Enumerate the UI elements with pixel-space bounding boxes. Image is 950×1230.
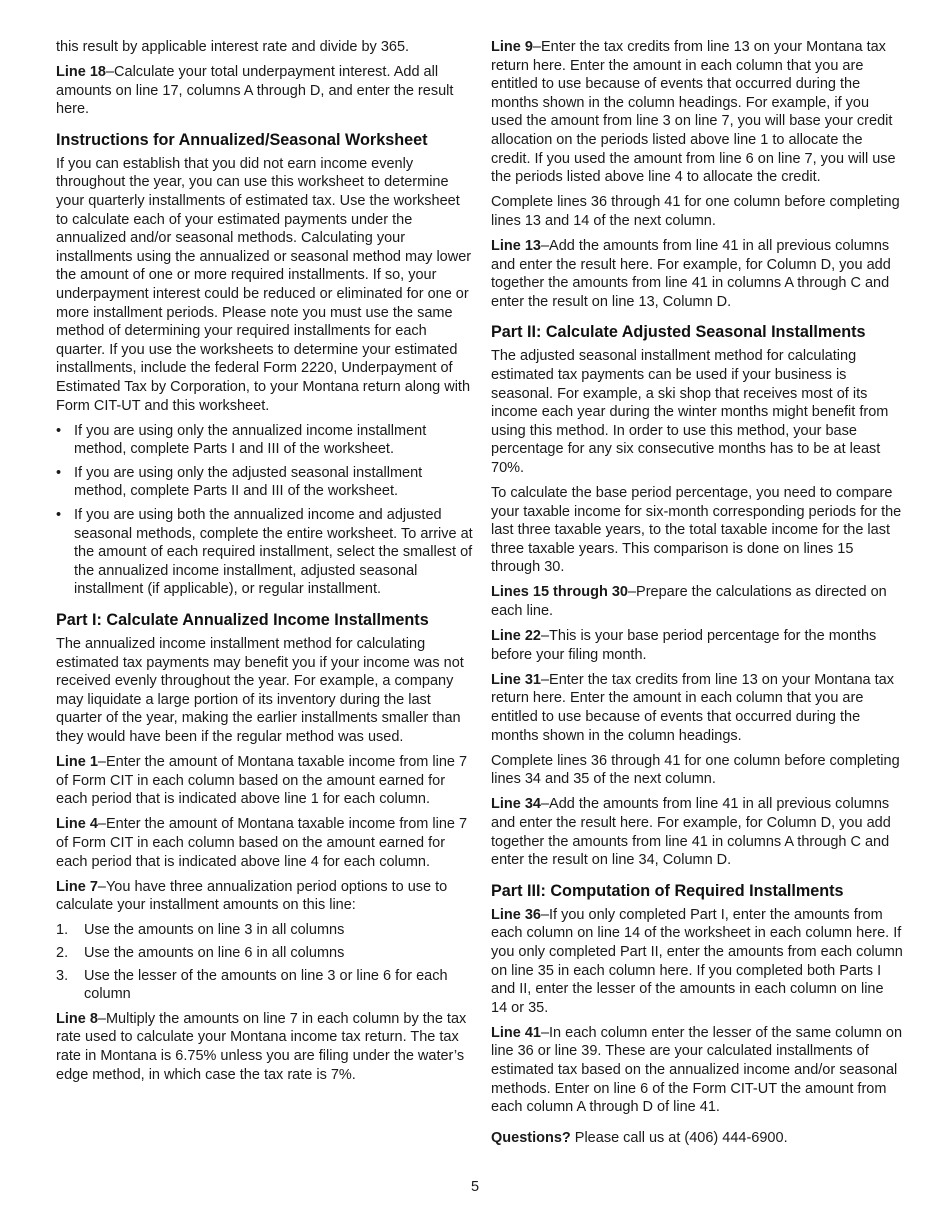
line-label: Line 13 bbox=[491, 237, 541, 254]
list-item bbox=[56, 944, 474, 963]
list-item bbox=[56, 921, 474, 940]
line-label: Line 31 bbox=[491, 671, 541, 688]
option-text: Use the amounts on line 3 in all columns bbox=[84, 922, 345, 939]
complete-lines-note-1: Complete lines 36 through 41 for one column before completing lines 13 and 14 of the next column. bbox=[491, 194, 900, 229]
line-text: –Enter the tax credits from line 13 on your Montana tax return here. Enter the amount in each column that you are entitled to use because of events that occurred during the months shown in the column headings. bbox=[491, 671, 894, 744]
annualization-options-list bbox=[56, 921, 474, 1003]
bullet-mark: • bbox=[56, 464, 62, 481]
line-text: –Prepare the calculations as directed on each line. bbox=[491, 584, 887, 620]
line-text: –You have three annualization period options to use to calculate your installment amounts on this line: bbox=[56, 878, 448, 914]
line-text: –In each column enter the lesser of the same column on line 36 or line 39. These are your calculated installments of estimated tax based on the annualized income and/or seasonal methods. Enter on line 6 of the Form CIT-UT the amount from each column A through D of line 41. bbox=[491, 1024, 903, 1116]
line-8-instruction bbox=[56, 1010, 474, 1084]
bullet-mark: • bbox=[56, 507, 62, 524]
line-41-instruction bbox=[491, 1024, 903, 1117]
option-text: Use the amounts on line 6 in all columns bbox=[84, 944, 345, 961]
line-label: Line 4 bbox=[56, 816, 98, 833]
list-item bbox=[56, 422, 474, 459]
option-number: 1. bbox=[56, 922, 69, 939]
line-label: Line 8 bbox=[56, 1010, 98, 1027]
heading-part-2: Part II: Calculate Adjusted Seasonal Installments bbox=[491, 323, 866, 342]
line-text: –Add the amounts from line 41 in all previous columns and enter the result here. For example, for Column D, you add together the amounts from line 41 in columns A through C and enter the result on line 13, Column D. bbox=[491, 237, 891, 310]
line-9-instruction bbox=[491, 38, 903, 187]
line-label: Line 7 bbox=[56, 878, 98, 895]
line-text: –This is your base period percentage for the months before your filing month. bbox=[491, 628, 877, 663]
line-31-instruction bbox=[491, 671, 903, 745]
heading-part-1: Part I: Calculate Annualized Income Installments bbox=[56, 611, 429, 630]
line-36-instruction bbox=[491, 906, 903, 1018]
line-13-instruction bbox=[491, 237, 903, 311]
left-column bbox=[56, 38, 474, 1091]
option-text: Use the lesser of the amounts on line 3 or line 6 for each column bbox=[84, 967, 448, 1003]
bullet-text: If you are using both the annualized income and adjusted seasonal methods, complete the entire worksheet. To arrive at the amount of each required installment, select the smallest of the annualized income installment, adjusted seasonal installment (if applicable), or regular installment. bbox=[74, 507, 473, 598]
heading-part-3: Part III: Computation of Required Installments bbox=[491, 881, 844, 900]
list-item bbox=[56, 967, 474, 1004]
part-1-paragraph: The annualized income installment method for calculating estimated tax payments may benefit you if your income was not received evenly throughout the year. For example, a company may liquidate a large portion of its inventory during the last quarter of the year, making the earlier installments smaller than they would have been if the regular method was used. bbox=[56, 636, 464, 745]
line-label: Line 41 bbox=[491, 1024, 541, 1041]
list-item bbox=[56, 506, 474, 599]
line-label: Lines 15 through 30 bbox=[491, 584, 628, 601]
instructions-paragraph: If you can establish that you did not earn income evenly throughout the year, you can use this worksheet to determine your quarterly installments of estimated tax. Use the worksheet to calculate each of your estimated payments under the annualized and/or seasonal methods. Calculating your installments using the annualized or seasonal method may lower the amount of one or more required installments. If so, your underpayment interest could be reduced or eliminated for one or more installment periods. Please note you must use the same method of determining your required installments for each quarter. If you use the worksheets to determine your estimated installments, include the federal Form 2220, Underpayment of Estimated Tax by Corporation, to your Montana return along with Form CIT-UT and this worksheet. bbox=[56, 155, 472, 414]
option-number: 3. bbox=[56, 967, 69, 984]
line-1-instruction bbox=[56, 753, 474, 809]
bullet-text: If you are using only the adjusted seasonal installment method, complete Parts II and III of the worksheet. bbox=[74, 464, 423, 500]
line-text: –Enter the amount of Montana taxable income from line 7 of Form CIT in each column based on the amount earned for each period that is indicated above line 4 for each column. bbox=[56, 816, 468, 870]
line-text: –Add the amounts from line 41 in all previous columns and enter the result here. For example, for Column D, you add together the amounts from line 41 in columns A through C and enter the result on line 34, Column D. bbox=[491, 796, 891, 869]
method-bullet-list bbox=[56, 422, 474, 599]
line-text: –Enter the amount of Montana taxable income from line 7 of Form CIT in each column based on the amount earned for each period that is indicated above line 1 for each column. bbox=[56, 754, 468, 808]
line-18-instruction bbox=[56, 63, 474, 119]
part-2-paragraph-b: To calculate the base period percentage, you need to compare your taxable income for six-month corresponding periods for the last three taxable years, to the total taxable income for the last three taxable years. This comparison is done on lines 15 through 30. bbox=[491, 484, 902, 576]
bullet-text: If you are using only the annualized income installment method, complete Parts I and III of the worksheet. bbox=[74, 422, 427, 458]
part-2-paragraph-a: The adjusted seasonal installment method for calculating estimated tax payments can be used if your business is seasonal. For example, a ski shop that receives most of its income each year during the winter months might benefit from using this method. In order to use this method, your base percentage for any six consecutive months has to be at least 70%. bbox=[491, 348, 889, 476]
phone-text: Please call us at (406) 444-6900. bbox=[570, 1129, 788, 1146]
line-label: Line 18 bbox=[56, 64, 106, 81]
continued-paragraph: this result by applicable interest rate and divide by 365. bbox=[56, 39, 410, 55]
line-label: Line 36 bbox=[491, 906, 541, 923]
lines-15-30-instruction bbox=[491, 583, 903, 620]
line-label: Line 1 bbox=[56, 754, 98, 771]
option-number: 2. bbox=[56, 944, 69, 961]
heading-instructions-worksheet: Instructions for Annualized/Seasonal Worksheet bbox=[56, 130, 428, 149]
list-item bbox=[56, 464, 474, 501]
line-text: –Calculate your total underpayment interest. Add all amounts on line 17, columns A through D, and enter the result here. bbox=[56, 64, 454, 118]
line-4-instruction bbox=[56, 815, 474, 871]
line-34-instruction bbox=[491, 795, 903, 869]
complete-lines-note-2: Complete lines 36 through 41 for one column before completing lines 34 and 35 of the next column. bbox=[491, 752, 900, 788]
line-text: –If you only completed Part I, enter the amounts from each column on line 14 of the worksheet in each column here. If you only completed Part II, enter the amounts from each column on line 35 in each column here. If you completed both Parts I and II, enter the lesser of the amounts in each column on line 14 or 35. bbox=[491, 906, 903, 1016]
questions-contact bbox=[491, 1129, 903, 1148]
line-label: Line 34 bbox=[491, 796, 541, 813]
page-number: 5 bbox=[470, 1179, 480, 1195]
bullet-mark: • bbox=[56, 422, 62, 439]
right-column bbox=[491, 38, 903, 1154]
line-7-instruction bbox=[56, 878, 474, 915]
line-label: Line 22 bbox=[491, 628, 541, 645]
line-text: –Enter the tax credits from line 13 on your Montana tax return here. Enter the amount in each column that you are entitled to use because of events that occurred during the months shown in the column headings. For example, if you used the amount from line 3 on line 7, you will base your credit allocation on the periods listed above line 1 to allocate the credit. If you used the amount from line 6 on line 7, you will use the periods listed above line 4 to allocate the credit. bbox=[491, 39, 896, 186]
line-22-instruction bbox=[491, 627, 903, 664]
line-label: Line 9 bbox=[491, 39, 533, 55]
questions-label: Questions? bbox=[491, 1129, 571, 1146]
line-text: –Multiply the amounts on line 7 in each column by the tax rate used to calculate your Montana income tax return. The tax rate in Montana is 6.75% unless you are filing under the water’s edge method, in which case the tax rate is 7%. bbox=[56, 1010, 467, 1083]
